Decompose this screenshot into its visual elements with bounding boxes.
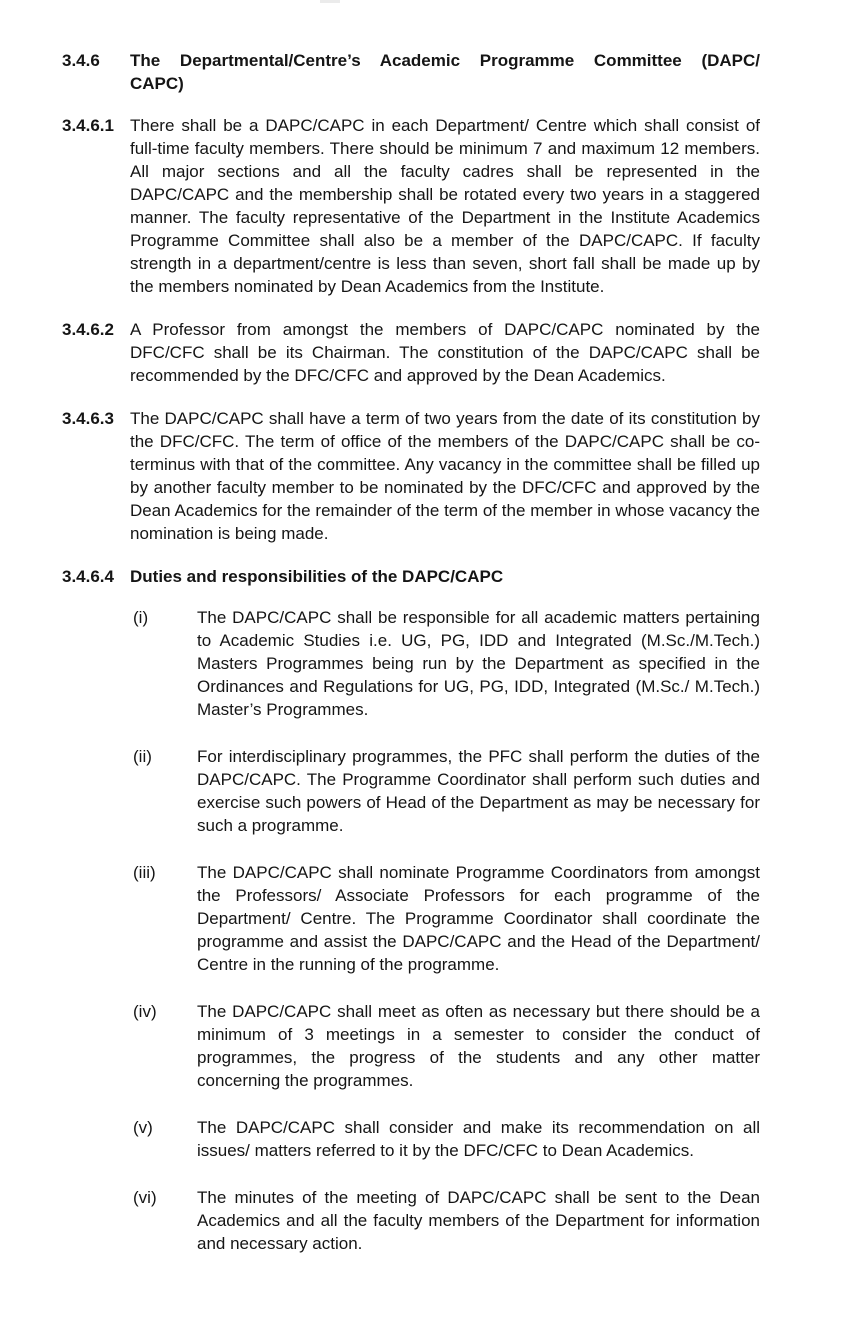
list-item-marker: (v) [133, 1118, 153, 1137]
list-item-iv [133, 1000, 760, 1092]
list-item-text: The DAPC/CAPC shall consider and make its recommendation on all issues/ matters referred to it by the DFC/CFC to Dean Academics. [197, 1118, 760, 1160]
list-item-marker: (iv) [133, 1002, 157, 1021]
list-item-ii [133, 745, 760, 837]
paragraph-number: 3.4.6.2 [62, 320, 114, 339]
scan-artifact [320, 0, 340, 3]
section-heading-number: 3.4.6 [62, 51, 100, 70]
list-item-marker: (ii) [133, 747, 152, 766]
list-item-v [133, 1116, 760, 1162]
paragraph-text: There shall be a DAPC/CAPC in each Department/ Centre which shall consist of full-time faculty members. There should be minimum 7 and maximum 12 members. All major sections and all the faculty cadres shall be represented in the DAPC/CAPC and the membership shall be rotated every two years in a staggered manner. The faculty representative of the Department in the Institute Academics Programme Committee shall also be a member of the DAPC/CAPC. If faculty strength in a department/centre is less than seven, short fall shall be made up by the members nominated by Dean Academics from the Institute. [130, 116, 760, 296]
list-item-marker: (i) [133, 608, 149, 627]
list-item-marker: (iii) [133, 863, 156, 882]
list-item-text: The DAPC/CAPC shall meet as often as necessary but there should be a minimum of 3 meetings in a semester to consider the conduct of programmes, the progress of the students and any other matter concerning the programmes. [197, 1002, 760, 1090]
paragraph-text: A Professor from amongst the members of DAPC/CAPC nominated by the DFC/CFC shall be its Chairman. The constitution of the DAPC/CAPC shall be recommended by the DFC/CFC and approved by the Dean Academics. [130, 320, 760, 385]
paragraph-text: The DAPC/CAPC shall have a term of two years from the date of its constitution by the DFC/CFC. The term of office of the members of the DAPC/CAPC shall be co-terminus with that of the committee. Any vacancy in the committee shall be filled up by another faculty member to be nominated by the DFC/CFC and approved by the Dean Academics for the remainder of the term of the member in whose vacancy the nomination is being made. [130, 409, 760, 543]
paragraph-3-4-6-2 [62, 318, 760, 387]
subsection-heading-title: Duties and responsibilities of the DAPC/CAPC [130, 567, 504, 586]
duties-list [133, 606, 760, 1255]
subsection-heading-number: 3.4.6.4 [62, 567, 114, 586]
list-item-i [133, 606, 760, 721]
list-item-vi [133, 1186, 760, 1255]
list-item-text: The minutes of the meeting of DAPC/CAPC shall be sent to the Dean Academics and all the faculty members of the Department for information and necessary action. [197, 1188, 760, 1253]
list-item-text: For interdisciplinary programmes, the PFC shall perform the duties of the DAPC/CAPC. The Programme Coordinator shall perform such duties and exercise such powers of Head of the Department as may be necessary for such a programme. [197, 747, 760, 835]
section-heading-title [130, 49, 760, 95]
paragraph-3-4-6-3 [62, 407, 760, 545]
subsection-heading [62, 565, 760, 588]
section-heading-title-line1: The Departmental/Centre’s Academic Programme Committee (DAPC/ [130, 51, 760, 70]
list-item-text: The DAPC/CAPC shall be responsible for all academic matters pertaining to Academic Studies i.e. UG, PG, IDD and Integrated (M.Sc./M.Tech.) Masters Programmes being run by the Department as specified in the Ordinances and Regulations for UG, PG, IDD, Integrated (M.Sc./ M.Tech.) Master’s Programmes. [197, 608, 760, 719]
paragraph-number: 3.4.6.1 [62, 116, 114, 135]
list-item-text: The DAPC/CAPC shall nominate Programme Coordinators from amongst the Professors/ Associate Professors for each programme of the Department/ Centre. The Programme Coordinator shall coordinate the programme and assist the DAPC/CAPC and the Head of the Department/ Centre in the running of the programme. [197, 863, 760, 974]
paragraph-3-4-6-1 [62, 114, 760, 298]
section-heading-title-line2: CAPC) [130, 74, 184, 93]
list-item-marker: (vi) [133, 1188, 157, 1207]
list-item-iii [133, 861, 760, 976]
section-heading [62, 49, 760, 95]
paragraph-number: 3.4.6.3 [62, 409, 114, 428]
